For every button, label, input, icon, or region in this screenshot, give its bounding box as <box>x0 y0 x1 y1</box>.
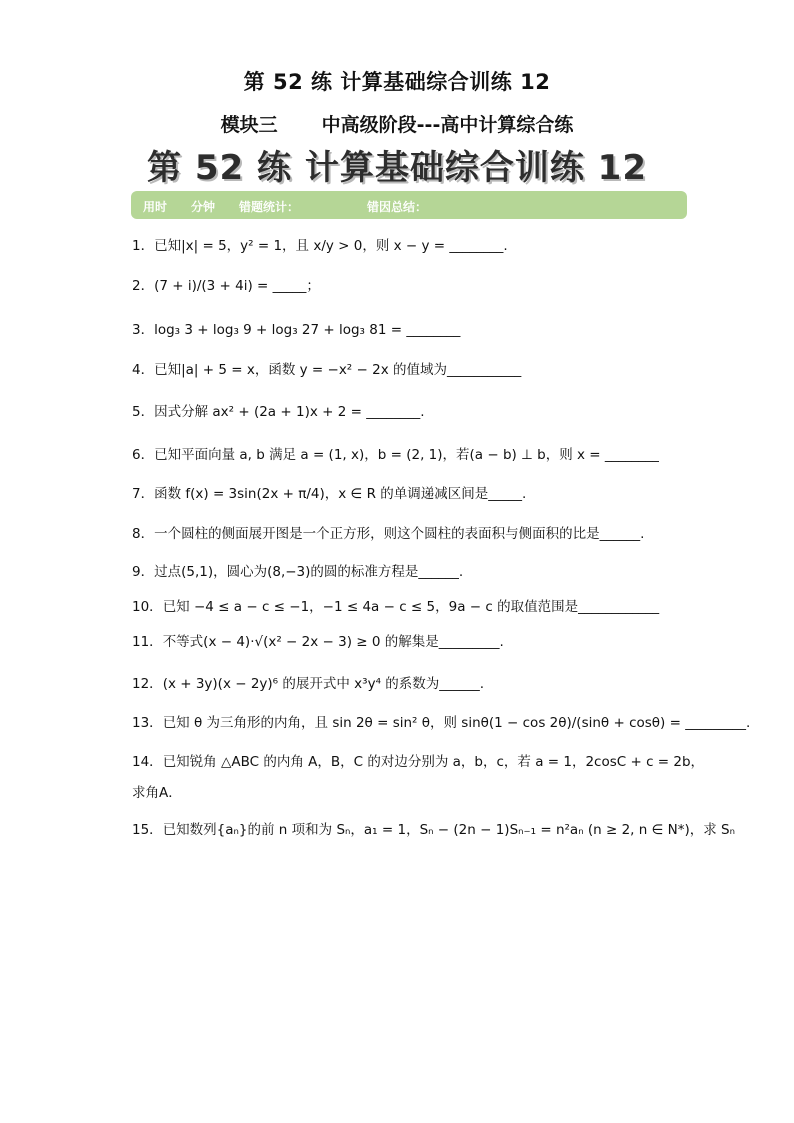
question-text: 已知|a| + 5 = x，函数 y = −x² − 2x 的值域为___________ <box>154 362 522 378</box>
question-item <box>132 320 460 340</box>
question-item <box>132 597 659 617</box>
module-line <box>0 110 794 137</box>
module-label: 模块三 <box>220 114 278 136</box>
question-item <box>132 445 659 465</box>
question-text: 函数 f(x) = 3sin(2x + π/4)，x ∈ R 的单调递减区间是_____. <box>154 486 527 502</box>
question-number: 9． <box>132 564 155 580</box>
question-item <box>132 632 504 652</box>
minutes-label: 分钟 <box>191 200 216 214</box>
question-item <box>132 360 521 380</box>
question-number: 6． <box>132 447 155 463</box>
question-number: 11． <box>132 634 163 650</box>
question-item <box>132 402 425 422</box>
question-text: 已知|x| = 5，y² = 1，且 x/y > 0，则 x − y = ________. <box>154 238 508 254</box>
page-title: 第 52 练 计算基础综合训练 12 <box>243 70 551 94</box>
question-item <box>132 276 320 296</box>
question-text: 因式分解 ax² + (2a + 1)x + 2 = ________. <box>154 404 425 420</box>
time-label: 用时 <box>143 200 168 214</box>
question-item <box>132 713 750 733</box>
question-text: 已知数列{aₙ}的前 n 项和为 Sₙ，a₁ = 1，Sₙ − (2n − 1)Sₙ₋₁ = n²aₙ (n ≥ 2, n ∈ N*)，求 Sₙ <box>162 822 736 838</box>
question-text: (7 + i)/(3 + 4i) = _____； <box>154 278 320 294</box>
question-number: 5． <box>132 404 155 420</box>
question-text: 已知锐角 △ABC 的内角 A，B，C 的对边分别为 a，b，c，若 a = 1，2cosC + c = 2b， <box>162 754 705 770</box>
question-text: 过点(5,1)，圆心为(8,−3)的圆的标准方程是______. <box>154 564 464 580</box>
question-number: 3． <box>132 322 155 338</box>
question-text: 已知 θ 为三角形的内角，且 sin 2θ = sin² θ，则 sinθ(1 − cos 2θ)/(sinθ + cosθ) = _________. <box>162 715 751 731</box>
big-title-banner: 第 52 练 计算基础综合训练 12 <box>147 148 647 188</box>
question-number: 2． <box>132 278 155 294</box>
question-item <box>132 752 704 772</box>
error-reasons-label: 错因总结： <box>367 200 428 214</box>
question-item <box>132 674 484 694</box>
question-item <box>132 783 182 803</box>
error-stats-label: 错题统计： <box>239 200 300 214</box>
question-item <box>132 236 508 256</box>
question-text: 一个圆柱的侧面展开图是一个正方形，则这个圆柱的表面积与侧面积的比是______. <box>154 526 645 542</box>
question-item <box>132 524 644 544</box>
question-item <box>132 562 463 582</box>
question-number: 12． <box>132 676 163 692</box>
question-text: 已知平面向量 a, b 满足 a = (1, x)，b = (2, 1)，若(a − b) ⊥ b，则 x = ________ <box>154 447 659 463</box>
question-item <box>132 820 735 840</box>
question-number: 13． <box>132 715 163 731</box>
question-item <box>132 484 526 504</box>
question-number: 8． <box>132 526 155 542</box>
question-text: 已知 −4 ≤ a − c ≤ −1，−1 ≤ 4a − c ≤ 5，9a − c 的取值范围是____________ <box>162 599 660 615</box>
question-text: 求角A． <box>132 785 182 801</box>
stats-bar <box>131 191 687 219</box>
question-text: log₃ 3 + log₃ 9 + log₃ 27 + log₃ 81 = ________ <box>154 322 461 338</box>
question-number: 4． <box>132 362 155 378</box>
question-number: 7． <box>132 486 155 502</box>
question-number: 14． <box>132 754 163 770</box>
question-number: 15． <box>132 822 163 838</box>
question-text: 不等式(x − 4)·√(x² − 2x − 3) ≥ 0 的解集是_________. <box>162 634 504 650</box>
module-stage: 中高级阶段---高中计算综合练 <box>321 114 574 136</box>
question-text: (x + 3y)(x − 2y)⁶ 的展开式中 x³y⁴ 的系数为______. <box>162 676 485 692</box>
question-number: 10． <box>132 599 163 615</box>
question-number: 1． <box>132 238 155 254</box>
